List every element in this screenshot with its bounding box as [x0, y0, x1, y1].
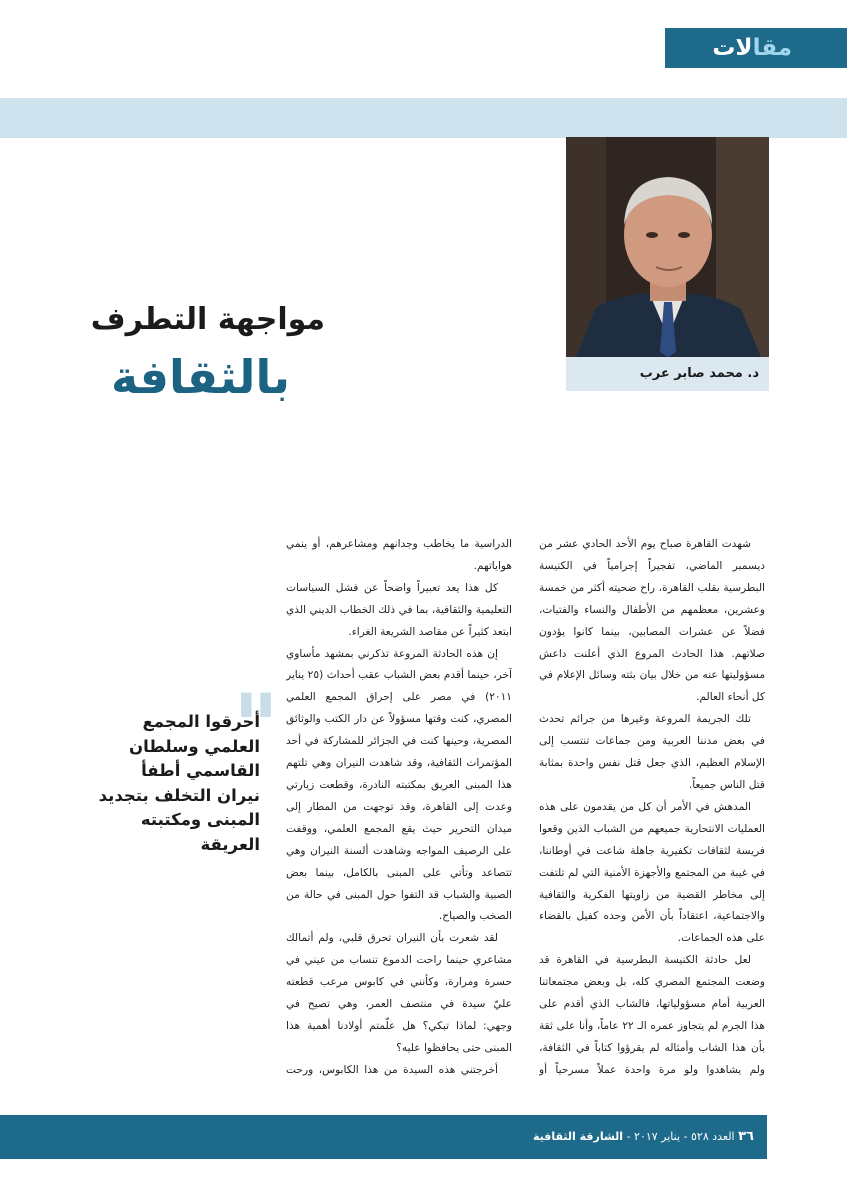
section-label-first: مقا	[752, 35, 792, 61]
paragraph: لقد شعرت بأن النيران تحرق قلبي، ولم أتمالك مشاعري حينما راحت الدموع تنساب من عيني في حسرة ومرارة، وكأنني في كابوس مرعب قطعته عليّ سيدة في منتصف العمر، وهي تصيح في وجهي: لماذا تبكي؟ هل علّمتم أولادنا أهمية هذا المبنى حتى يحافظوا عليه؟	[286, 932, 512, 1054]
paragraph: إن هذه الحادثة المروعة تذكرني بمشهد مأساوي آخر، حينما أقدم بعض الشباب عقب أحداث (٢٥ يناير ٢٠١١) في مصر على إحراق المجمع العلمي المصري، كنت وقتها مسؤولاً عن دار الكتب والوثائق المصرية، وحينها كنت في الجزائر للمشاركة في أحد المؤتمرات الثقافية، وقد شاهدت النيران وهي تلتهم هذا المبنى العريق بمكتبته النادرة، وقطعت زيارتي وعدت إلى القاهرة، وقد توجهت من المطار إلى ميدان التحرير حيث يقع المجمع العلمي، ووقفت على الرصيف المواجه وشاهدت ألسنة النيران وهي تتصاعد وتأتي على المبنى بالكامل، بينما بعض الصبية والشباب قد التفوا حول المبنى في حالة من الصخب والصياح.	[286, 647, 512, 923]
article-column-right	[539, 534, 765, 1080]
magazine-name: الشارقة الثقافية	[533, 1130, 624, 1143]
article-title-line1: مواجهة التطرف	[90, 302, 325, 337]
issue-text: العدد ٥٢٨ - يناير ٢٠١٧ -	[626, 1130, 735, 1143]
footer-info	[533, 1115, 754, 1159]
paragraph: لعل حادثة الكنيسة البطرسية في القاهرة قد وضعت المجتمع المصري كله، بل وبعض مجتمعاتنا العربية أمام مسؤولياتها، فالشاب الذي أقدم على هذا الجرم لم يتجاوز عمره الـ ٢٢ عاماً، وأنا على ثقة بأن هذا الشاب وأمثاله لم يقرؤوا كتاباً في الثقافة، ولم يشاهدوا ولو مرة واحدة عملاً مسرحياً أو	[539, 954, 765, 1076]
author-portrait-illustration	[566, 137, 769, 357]
paragraph: أخرجتني هذه السيدة من هذا الكابوس، ورحت	[286, 1063, 498, 1076]
paragraph: تلك الجريمة المروعة وغيرها من جرائم تحدث في بعض مدننا العربية ومن جماعات تنتسب إلى الإسلام العظيم، الذي جعل قتل نفس واحدة بمثابة قتل الناس جميعاً.	[539, 713, 765, 791]
paragraph: الدراسية ما يخاطب وجدانهم ومشاعرهم، أو ينمي هواياتهم.	[286, 538, 512, 572]
paragraph: كل هذا يعد تعبيراً واضحاً عن فشل السياسات التعليمية والثقافية، بما في ذلك الخطاب الديني الذي ابتعد كثيراً عن مقاصد الشريعة الغراء.	[286, 581, 512, 638]
author-photo	[566, 137, 769, 357]
section-label	[672, 30, 792, 66]
paragraph: المدهش في الأمر أن كل من يقدمون على هذه العمليات الانتحارية جميعهم من الشباب الذين وقعوا فريسة لثقافات تكفيرية جاهلة شاعت في أوطاننا، في غيبة من المجتمع والأجهزة الأمنية التي لم تلتفت إلى مخاطر القضية من زاويتها الفكرية والثقافية والاجتماعية، اعتقاداً بأن الأمن وحده كفيل بالقضاء على هذه الجماعات.	[539, 800, 765, 945]
author-caption: د. محمد صابر عرب	[639, 366, 759, 381]
page-number: ٣٦	[738, 1129, 754, 1144]
header-band	[0, 98, 847, 138]
quote-mark-icon: "	[232, 674, 280, 780]
pull-quote: أحرقوا المجمع العلمي وسلطان القاسمي أطفأ نيران التخلف بتجديد المبنى ومكتبته العريقة	[98, 712, 260, 854]
paragraph: شهدت القاهرة صباح يوم الأحد الحادي عشر من ديسمبر الماضي، تفجيراً إجرامياً في الكنيسة البطرسية بقلب القاهرة، راح ضحيته أكثر من خمسة وعشرين، معظمهم من الأطفال والنساء والفتيات، فضلاً عن عشرات المصابين، بينما كانوا يؤدون صلاتهم. هذا الحادث المروع الذي أعلنت داعش مسؤوليتها عنه من خلال بيان بثته وسائل الإعلام في كل أنحاء العالم.	[539, 538, 765, 704]
article-column-left	[286, 534, 512, 1080]
article-title-line2: بالثقافة	[111, 350, 290, 404]
section-label-rest: لات	[712, 35, 753, 61]
